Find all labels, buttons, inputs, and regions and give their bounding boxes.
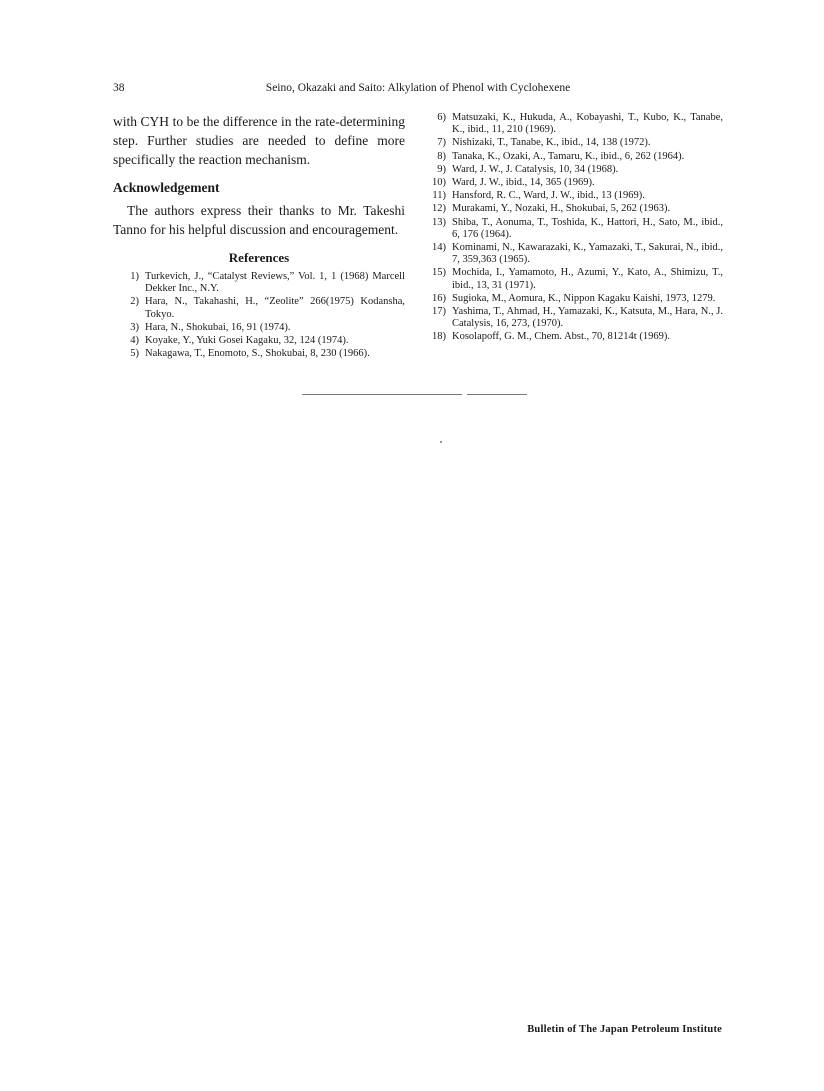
reference-list-right	[420, 112, 723, 344]
reference-item	[420, 203, 723, 215]
acknowledgement-paragraph: The authors express their thanks to Mr. Takeshi Tanno for his helpful discussion and encouragement.	[113, 203, 405, 237]
reference-item	[113, 348, 405, 360]
reference-text: Yashima, T., Ahmad, H., Yamazaki, K., Katsuta, M., Hara, N., J. Catalysis, 16, 273, (1970).	[452, 306, 723, 330]
reference-item	[420, 112, 723, 136]
journal-footer: Bulletin of The Japan Petroleum Institute	[527, 1024, 722, 1035]
reference-item	[420, 137, 723, 149]
page-header	[113, 82, 723, 100]
reference-number: 7)	[437, 137, 446, 149]
end-rule	[302, 394, 462, 395]
reference-text: Kominami, N., Kawarazaki, K., Yamazaki, T., Sakurai, N., ibid., 7, 359,363 (1965).	[452, 242, 723, 266]
running-title: Seino, Okazaki and Saito: Alkylation of Phenol with Cyclohexene	[265, 82, 571, 94]
references-heading: References	[228, 250, 290, 265]
reference-number: 16)	[432, 292, 446, 304]
reference-text: Turkevich, J., “Catalyst Reviews,” Vol. 1, 1 (1968) Marcell Dekker Inc., N.Y.	[145, 271, 405, 295]
reference-number: 15)	[432, 267, 446, 279]
reference-number: 9)	[437, 163, 446, 175]
reference-item	[420, 217, 723, 241]
reference-item	[113, 335, 405, 347]
reference-number: 4)	[130, 335, 139, 347]
reference-item	[420, 267, 723, 291]
reference-text: Hara, N., Shokubai, 16, 91 (1974).	[145, 321, 291, 333]
reference-text: Shiba, T., Aonuma, T., Toshida, K., Hattori, H., Sato, M., ibid., 6, 176 (1964).	[452, 216, 723, 240]
reference-number: 8)	[437, 150, 446, 162]
right-column	[420, 112, 723, 345]
reference-item	[113, 322, 405, 334]
reference-text: Nishizaki, T., Tanabe, K., ibid., 14, 138 (1972).	[452, 137, 651, 149]
reference-item	[420, 177, 723, 189]
reference-item	[420, 306, 723, 330]
reference-text: Nakagawa, T., Enomoto, S., Shokubai, 8, 230 (1966).	[145, 348, 370, 360]
reference-text: Matsuzaki, K., Hukuda, A., Kobayashi, T., Kubo, K., Tanabe, K., ibid., 11, 210 (1969).	[452, 112, 723, 136]
reference-text: Hara, N., Takahashi, H., “Zeolite” 266(1975) Kodansha, Tokyo.	[145, 296, 405, 320]
reference-text: Tanaka, K., Ozaki, A., Tamaru, K., ibid., 6, 262 (1964).	[452, 150, 685, 162]
reference-item	[113, 271, 405, 295]
reference-item	[420, 242, 723, 266]
reference-list-left	[113, 271, 405, 360]
body-paragraph: with CYH to be the difference in the rate-determining step. Further studies are needed to define more specifically the reaction mechanism.	[113, 114, 405, 167]
reference-number: 5)	[130, 348, 139, 360]
reference-item	[420, 190, 723, 202]
page-number: 38	[113, 82, 125, 94]
reference-text: Ward, J. W., J. Catalysis, 10, 34 (1968).	[452, 163, 619, 175]
reference-item	[420, 293, 723, 305]
reference-number: 6)	[437, 112, 446, 123]
reference-text: Hansford, R. C., Ward, J. W., ibid., 13 (1969).	[452, 190, 645, 202]
reference-number: 17)	[432, 306, 446, 318]
reference-text: Koyake, Y., Yuki Gosei Kagaku, 32, 124 (1974).	[145, 335, 349, 347]
reference-text: Ward, J. W., ibid., 14, 365 (1969).	[452, 177, 595, 189]
reference-item	[420, 151, 723, 163]
left-column	[113, 112, 405, 361]
reference-item	[420, 164, 723, 176]
reference-number: 12)	[432, 203, 446, 215]
reference-number: 2)	[130, 296, 139, 308]
reference-number: 13)	[432, 216, 446, 228]
reference-number: 10)	[432, 177, 446, 189]
reference-number: 14)	[432, 242, 446, 254]
reference-text: Murakami, Y., Nozaki, H., Shokubai, 5, 262 (1963).	[452, 203, 671, 215]
end-rule	[467, 394, 527, 395]
reference-text: Sugioka, M., Aomura, K., Nippon Kagaku Kaishi, 1973, 1279.	[452, 292, 716, 304]
reference-number: 11)	[432, 190, 446, 202]
reference-text: Kosolapoff, G. M., Chem. Abst., 70, 81214t (1969).	[452, 331, 670, 343]
reference-number: 1)	[130, 271, 139, 282]
acknowledgement-heading: Acknowledgement	[113, 180, 220, 195]
reference-text: Mochida, I., Yamamoto, H., Azumi, Y., Kato, A., Shimizu, T., ibid., 13, 31 (1971).	[452, 267, 723, 291]
reference-number: 3)	[130, 321, 139, 333]
reference-number: 18)	[432, 331, 446, 343]
reference-item	[420, 331, 723, 343]
reference-item	[113, 296, 405, 320]
scan-speck	[440, 441, 442, 443]
